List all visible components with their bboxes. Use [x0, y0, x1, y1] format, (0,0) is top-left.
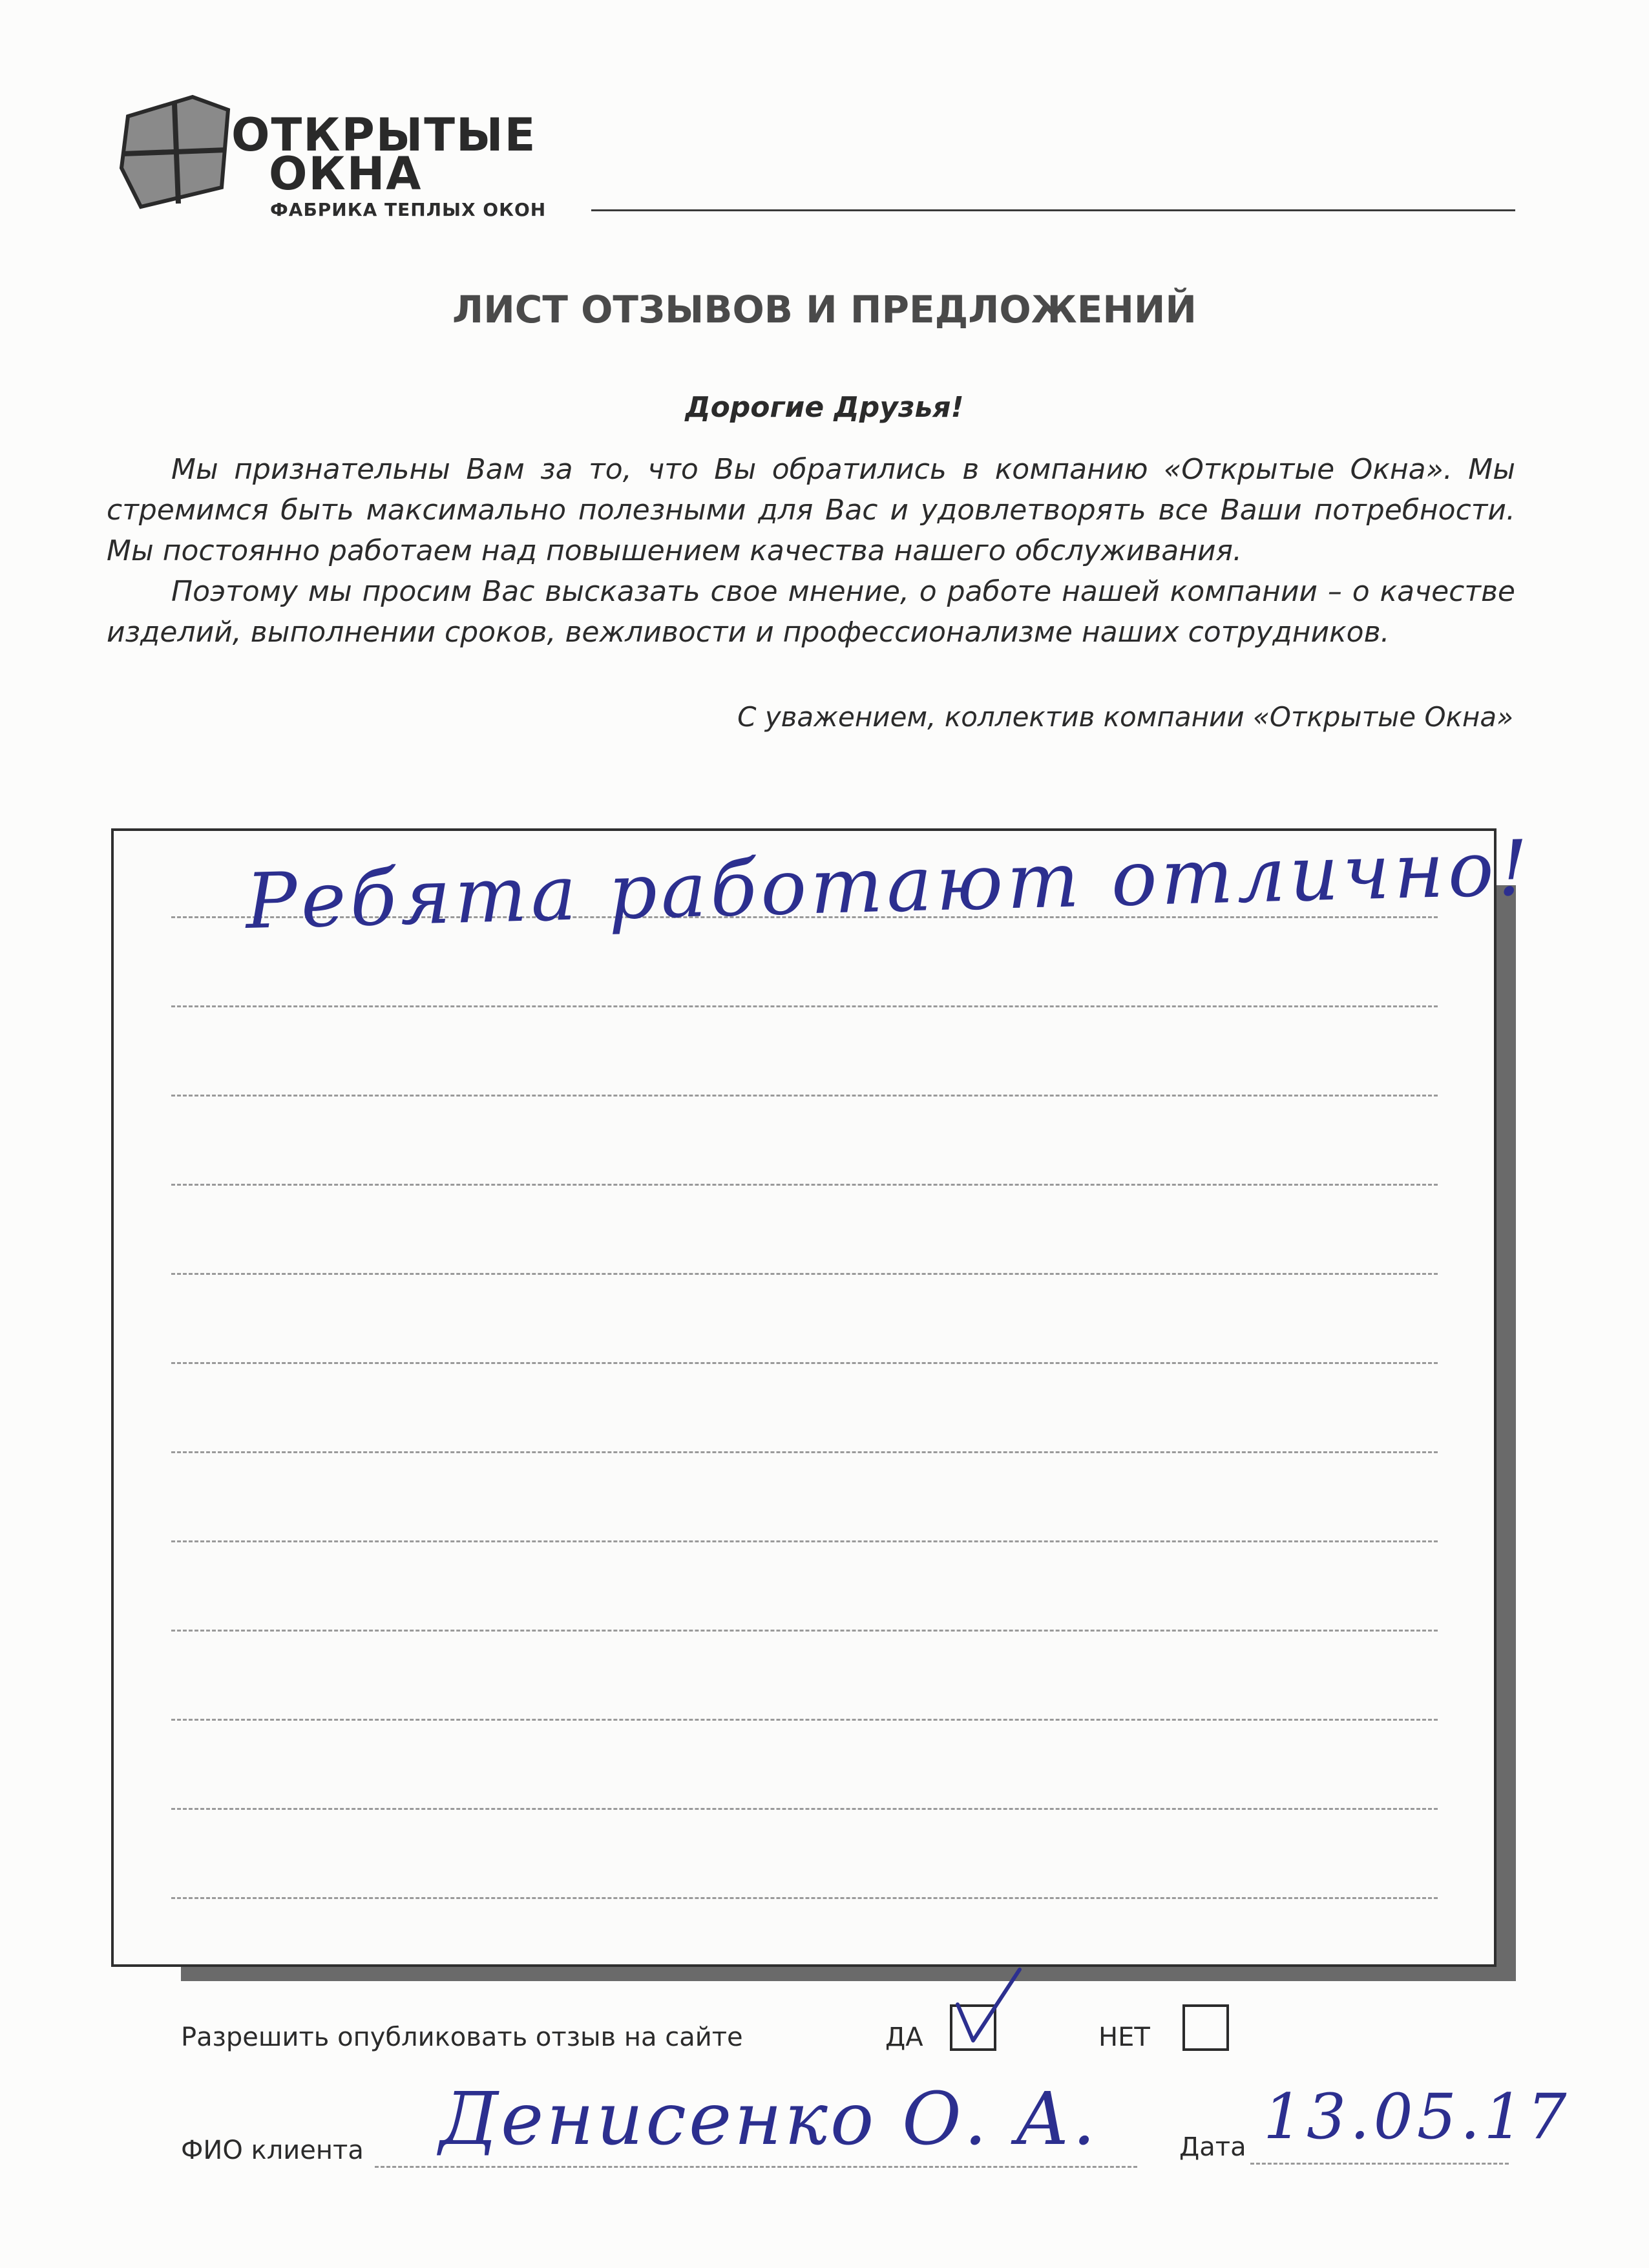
logo-subtitle: ФАБРИКА ТЕПЛЫХ ОКОН [270, 199, 547, 220]
greeting: Дорогие Друзья! [685, 391, 964, 424]
logo-line-2: ОКНА [269, 147, 423, 200]
ruled-line [171, 1719, 1438, 1721]
no-checkbox[interactable] [1182, 2004, 1229, 2051]
publish-permission-label: Разрешить опубликовать отзыв на сайте [181, 2022, 743, 2052]
yes-label: ДА [885, 2022, 923, 2052]
no-label: НЕТ [1098, 2022, 1150, 2052]
client-name-line [375, 2166, 1137, 2168]
ruled-line [171, 1540, 1438, 1542]
client-name-label: ФИО клиента [181, 2136, 364, 2165]
ruled-line [171, 1095, 1438, 1097]
ruled-line [171, 1451, 1438, 1453]
page-title: ЛИСТ ОТЗЫВОВ И ПРЕДЛОЖЕНИЙ [452, 288, 1197, 331]
date-line [1250, 2163, 1509, 2165]
check-mark-icon [949, 1964, 1026, 2048]
intro-text [107, 449, 1515, 653]
date-label: Дата [1179, 2132, 1246, 2162]
logo-line-1: ОТКРЫТЫЕ [231, 109, 537, 162]
handwritten-feedback: Ребята работают отлично! [244, 823, 1533, 947]
header-divider [591, 209, 1515, 211]
company-logo [115, 90, 567, 233]
ruled-line [171, 1630, 1438, 1632]
feedback-box[interactable] [111, 828, 1497, 1967]
intro-paragraph-1: Мы признательны Вам за то, что Вы обратились в компанию «Открытые Окна». Мы стремимся быть максимально полезными для Вас и удовлетворять все Ваши потребности. Мы постоянно работаем над повышением качества нашего обслуживания. [107, 453, 1515, 567]
ruled-line [171, 1897, 1438, 1899]
signature: С уважением, коллектив компании «Открытые Окна» [737, 701, 1513, 733]
date-value[interactable]: 13.05.17 [1263, 2081, 1571, 2153]
ruled-line [171, 1808, 1438, 1810]
intro-paragraph-2: Поэтому мы просим Вас высказать свое мнение, о работе нашей компании – о качестве изделий, выполнении сроков, вежливости и профессионализме наших сотрудников. [107, 575, 1515, 649]
client-name-value[interactable]: Денисенко О. А. [439, 2077, 1098, 2161]
ruled-line [171, 1273, 1438, 1275]
ruled-line [171, 1184, 1438, 1186]
window-logo-icon [115, 90, 244, 220]
ruled-line [171, 1362, 1438, 1364]
ruled-line [171, 1005, 1438, 1007]
